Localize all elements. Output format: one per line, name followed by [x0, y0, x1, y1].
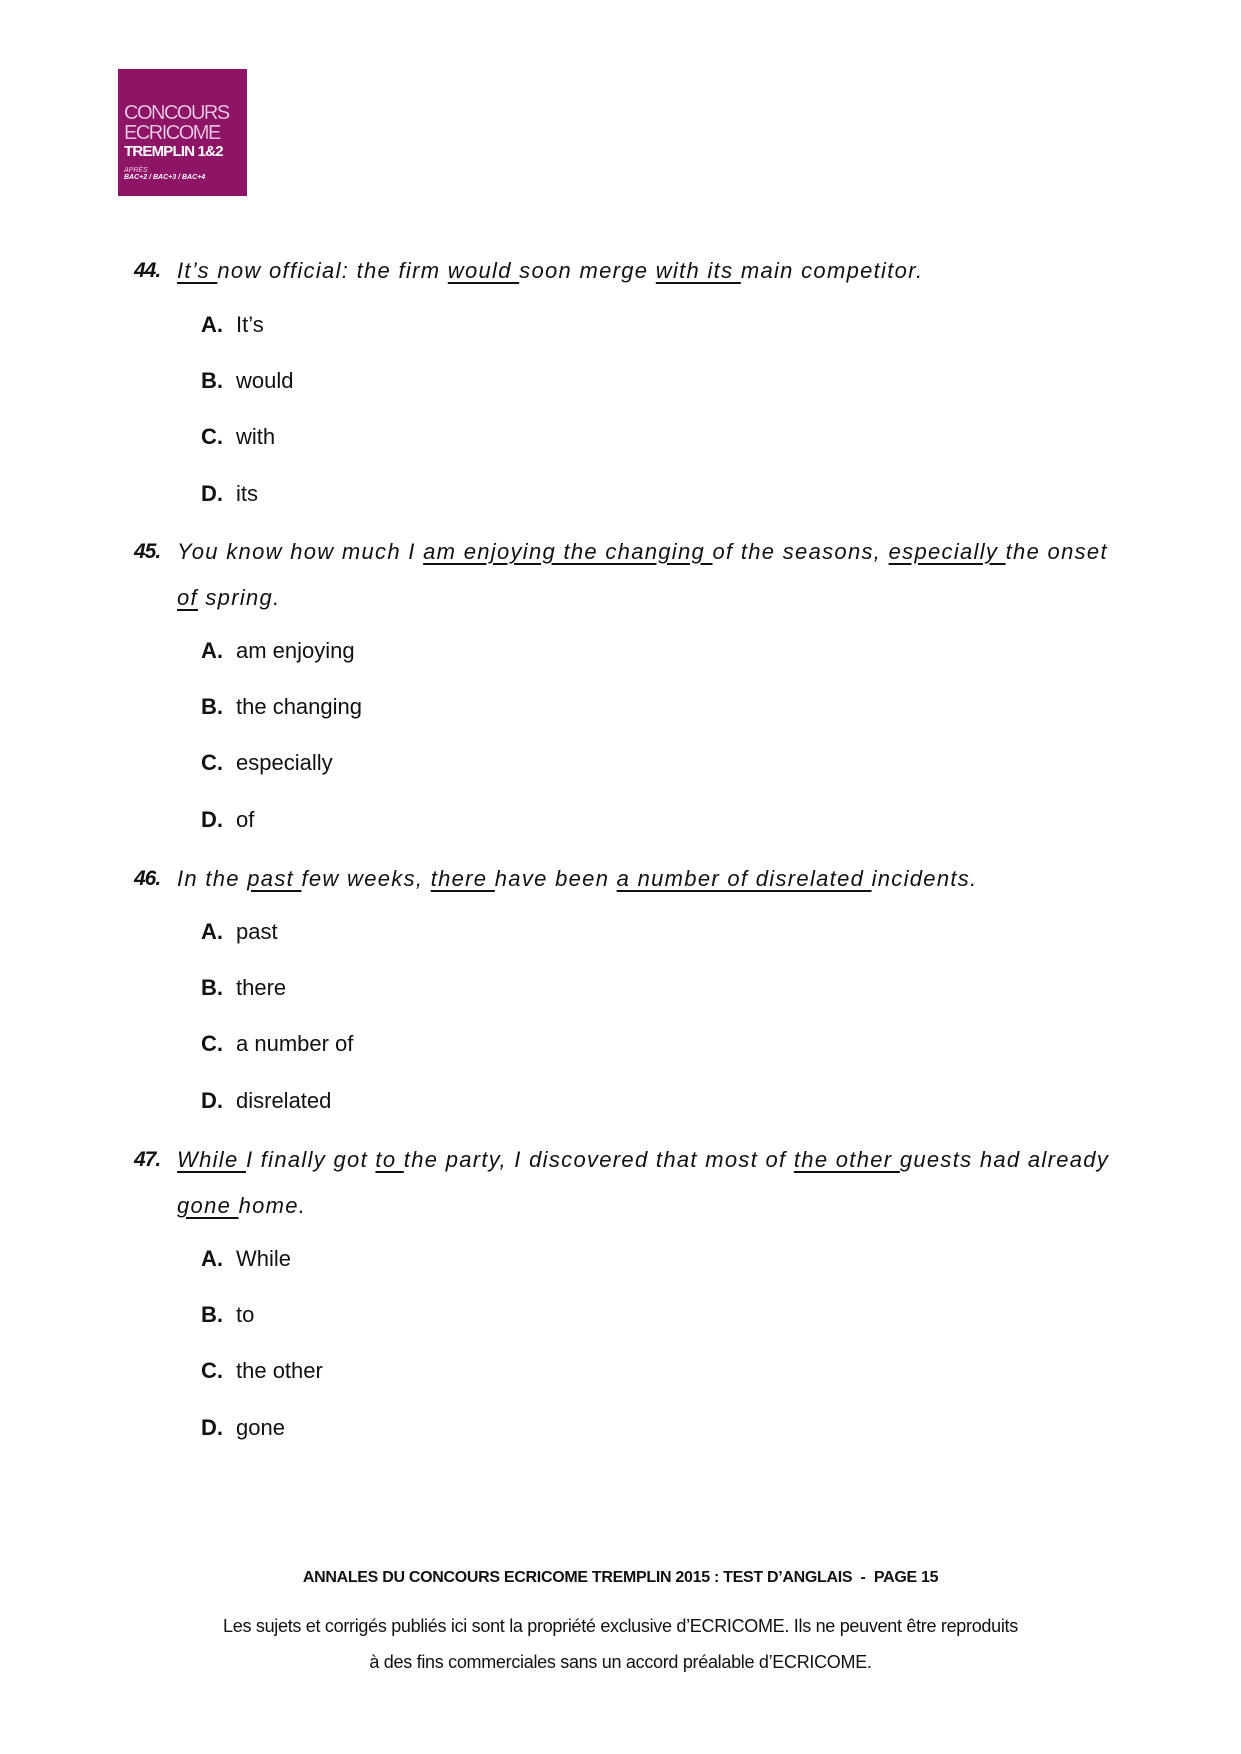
text-segment: home. — [238, 1193, 307, 1218]
option-letter: D. — [201, 480, 223, 506]
underlined-segment: It’s — [177, 258, 218, 283]
text-segment: I finally got — [245, 1147, 376, 1172]
text-segment: main competitor. — [740, 258, 924, 283]
option-letter: A. — [201, 1246, 223, 1271]
logo-line: APRÈS — [124, 167, 148, 174]
answer-option — [201, 805, 254, 835]
option-text: with — [236, 424, 276, 450]
logo-line: BAC+2 / BAC+3 / BAC+4 — [124, 174, 206, 181]
question-text — [177, 529, 1134, 621]
option-text: would — [236, 368, 294, 394]
option-letter: B. — [201, 975, 223, 1001]
answer-option — [201, 1356, 323, 1386]
text-segment: In the — [177, 866, 248, 891]
footer-notice: Les sujets et corrigés publiés ici sont la propriété exclusive d’ECRICOME. Ils ne peuvent être reproduits — [223, 1616, 1018, 1636]
answer-option — [201, 310, 264, 340]
underlined-segment: past — [247, 866, 302, 891]
underlined-segment: of — [177, 585, 198, 610]
text-segment: now official: the firm — [217, 258, 448, 283]
question-47 — [134, 1137, 1134, 1229]
underlined-segment: to — [375, 1147, 404, 1172]
text-segment: soon merge — [519, 258, 656, 283]
answer-option — [201, 1244, 291, 1274]
underlined-segment: gone — [177, 1193, 239, 1218]
option-letter: C. — [201, 424, 223, 450]
option-letter: B. — [201, 368, 223, 394]
option-text: especially — [236, 750, 333, 776]
question-text — [177, 1137, 1134, 1229]
option-letter: C. — [201, 1031, 223, 1057]
option-text: While — [236, 1246, 292, 1271]
text-segment: the onset — [1005, 539, 1108, 564]
option-letter: B. — [201, 1302, 223, 1328]
option-text: to — [236, 1302, 255, 1328]
logo-line: ECRICOME — [124, 122, 220, 144]
question-44 — [134, 248, 1134, 294]
underlined-segment: with its — [655, 258, 741, 283]
option-text: the other — [236, 1358, 323, 1384]
answer-option — [201, 917, 278, 947]
answer-option — [201, 479, 258, 509]
option-letter: D. — [201, 806, 223, 832]
question-45 — [134, 529, 1134, 621]
option-letter: D. — [201, 1414, 223, 1440]
option-text: of — [236, 806, 255, 832]
answer-option — [201, 973, 286, 1003]
option-text: disrelated — [236, 1087, 332, 1113]
question-text — [177, 856, 1134, 902]
answer-option — [201, 1413, 285, 1443]
option-letter: C. — [201, 750, 223, 776]
text-segment: have been — [494, 866, 617, 891]
option-text: there — [236, 975, 287, 1001]
option-text: the changing — [236, 694, 362, 720]
logo-line: CONCOURS — [124, 102, 229, 124]
answer-option — [201, 692, 362, 722]
underlined-segment: especially — [888, 539, 1006, 564]
question-number: 44. — [134, 259, 161, 282]
text-segment: spring. — [197, 585, 281, 610]
underlined-segment: there — [430, 866, 495, 891]
answer-option — [201, 636, 355, 666]
question-46 — [134, 856, 1134, 902]
text-segment: You know how much I — [177, 539, 424, 564]
text-segment: incidents. — [871, 866, 978, 891]
option-text: am enjoying — [236, 638, 355, 663]
answer-option — [201, 748, 333, 778]
text-segment: the party, I discovered that most of — [403, 1147, 794, 1172]
logo-line: TREMPLIN 1&2 — [124, 143, 223, 160]
option-text: past — [236, 919, 278, 944]
option-text: a number of — [236, 1031, 354, 1057]
option-letter: A. — [201, 638, 223, 663]
text-segment: of the seasons, — [712, 539, 889, 564]
question-number: 46. — [134, 867, 161, 890]
option-letter: D. — [201, 1087, 223, 1113]
option-text: its — [236, 480, 258, 506]
underlined-segment: the other — [793, 1147, 900, 1172]
question-number: 45. — [134, 540, 161, 563]
option-letter: A. — [201, 312, 223, 337]
option-text: gone — [236, 1414, 285, 1440]
footer-title: ANNALES DU CONCOURS ECRICOME TREMPLIN 2015 : TEST D’ANGLAIS - PAGE 15 — [302, 1569, 939, 1586]
ecricome-logo — [118, 69, 247, 196]
answer-option — [201, 1300, 254, 1330]
answer-option — [201, 422, 275, 452]
answer-option — [201, 366, 293, 396]
option-letter: A. — [201, 919, 223, 944]
option-text: It’s — [236, 312, 264, 337]
underlined-segment: a number of disrelated — [616, 866, 872, 891]
option-letter: B. — [201, 694, 223, 720]
text-segment: few weeks, — [301, 866, 431, 891]
underlined-segment: would — [447, 258, 520, 283]
option-letter: C. — [201, 1358, 223, 1384]
answer-option — [201, 1029, 353, 1059]
underlined-segment: am enjoying the changing — [423, 539, 713, 564]
text-segment: guests had already — [899, 1147, 1110, 1172]
question-number: 47. — [134, 1148, 161, 1171]
answer-option — [201, 1086, 331, 1116]
footer-notice: à des fins commerciales sans un accord préalable d’ECRICOME. — [369, 1652, 872, 1672]
question-text — [177, 248, 1134, 294]
underlined-segment: While — [177, 1147, 246, 1172]
